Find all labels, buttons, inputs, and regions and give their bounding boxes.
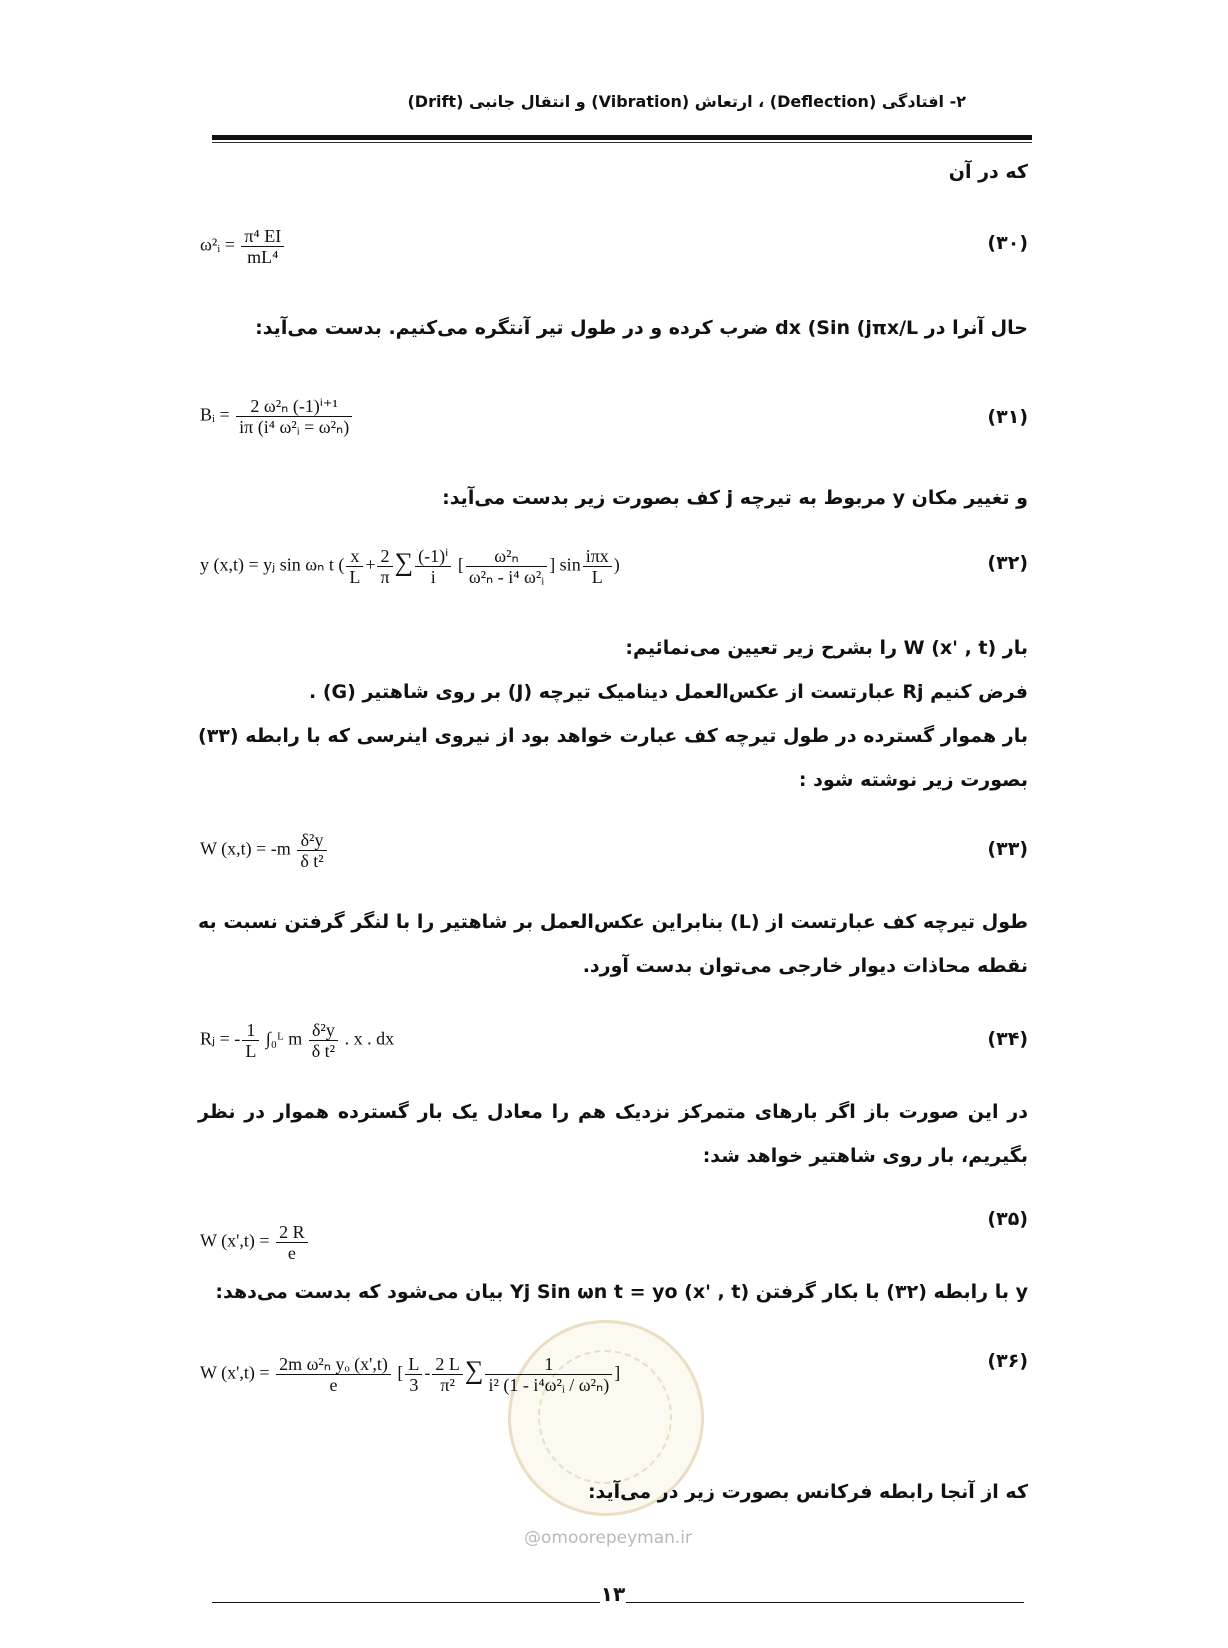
equation-number-36: (۳۶) <box>987 1350 1028 1372</box>
page-header: ۲- افتادگی (Deflection) ، ارتعاش (Vibration) و انتقال جانبی (Drift) <box>407 92 966 111</box>
equation-33: W (x,t) = -m $\frac{\text{δ²y}}{\text{δ t²}}$ <box>200 830 329 871</box>
equation-number-32: (۳۲) <box>987 552 1028 574</box>
equation-number-35: (۳۵) <box>987 1208 1028 1230</box>
equation-number-30: (۳۰) <box>987 232 1028 254</box>
page-number: ۱۳ <box>600 1582 626 1606</box>
equation-36: W (x',t) = $\frac{\text{2m ω²ₙ yₒ (x',t)}}{e}$ [ $\frac{L}{3}$ - $\frac{2 L}{\text{π²}}$ ∑ $\frac{1}{\text{i² (1 - i⁴ω²ᵢ / ω²ₙ)}}$ ] <box>200 1354 621 1395</box>
equation-32: y (x,t) = yⱼ sin ωₙ t ( $\frac{x}{L}$ + $\frac{2}{\pi}$ ∑ $\frac{\text{(-1)ⁱ}}{i}$ [ $\frac{\text{ω²ₙ}}{\text{ω²ₙ - i⁴ ω²ᵢ}}$ ] sin $\frac{\text{iπx}}{L}$ ) <box>200 546 620 587</box>
paragraph-2: حال آنرا در dx (Sin (jπx/L ضرب کرده و در طول تیر آنتگره می‌کنیم. بدست می‌آید: <box>255 317 1028 339</box>
header-rule-thin <box>212 142 1032 143</box>
paragraph-1: که در آن <box>948 161 1028 183</box>
equation-number-31: (۳۱) <box>987 406 1028 428</box>
paragraph-4: بار W (x' , t) را بشرح زیر تعیین می‌نمائیم: <box>625 637 1028 659</box>
equation-number-34: (۳۴) <box>987 1028 1028 1050</box>
equation-number-33: (۳۳) <box>987 838 1028 860</box>
footer-rule-right <box>626 1602 1024 1603</box>
paragraph-10: که از آنجا رابطه فرکانس بصورت زیر در می‌آید: <box>587 1481 1028 1503</box>
paragraph-3: و تغییر مکان y مربوط به تیرچه j کف بصورت زیر بدست می‌آید: <box>442 487 1028 509</box>
paragraph-8: در این صورت باز اگر بارهای متمرکز نزدیک هم را معادل یک بار گسترده هموار در نظر بگیریم، بار روی شاهتیر خواهد شد: <box>198 1101 1028 1167</box>
equation-30: ω²ᵢ = $\frac{\text{π⁴ EI}}{\text{mL⁴}}$ <box>200 226 286 267</box>
equation-31: Bᵢ = $\frac{\text{2 ω²ₙ (-1)ⁱ⁺¹}}{\text{iπ (i⁴ ω²ᵢ = ω²ₙ)}}$ <box>200 396 354 437</box>
paragraph-7: طول تیرچه کف عبارتست از (L) بنابراین عکس‌العمل بر شاهتیر را با لنگر گرفتن نسبت به نقطه محاذات دیوار خارجی می‌توان بدست آورد. <box>198 911 1029 977</box>
paragraph-9: y با رابطه (۳۲) با بکار گرفتن Yj Sin ωn t = yo (x' , t) بیان می‌شود که بدست می‌دهد: <box>215 1281 1028 1303</box>
equation-35: W (x',t) = $\frac{2 R}{e}$ <box>200 1222 310 1263</box>
paragraph-5: فرض کنیم Rj عبارتست از عکس‌العمل دینامیک تیرچه (J) بر روی شاهتیر (G) . <box>309 681 1028 703</box>
header-rule <box>212 135 1032 140</box>
watermark-url: @omoorepeyman.ir <box>523 1528 693 1548</box>
paragraph-6: بار هموار گسترده در طول تیرچه کف عبارت خواهد بود از نیروی اینرسی که با رابطه (۳۳) بصورت زیر نوشته شود : <box>198 725 1028 791</box>
footer-rule-left <box>212 1602 600 1603</box>
equation-34: Rⱼ = - $\frac{1}{L}$ ∫₀ᴸ m $\frac{\text{δ²y}}{\text{δ t²}}$ . x . dx <box>200 1020 395 1061</box>
